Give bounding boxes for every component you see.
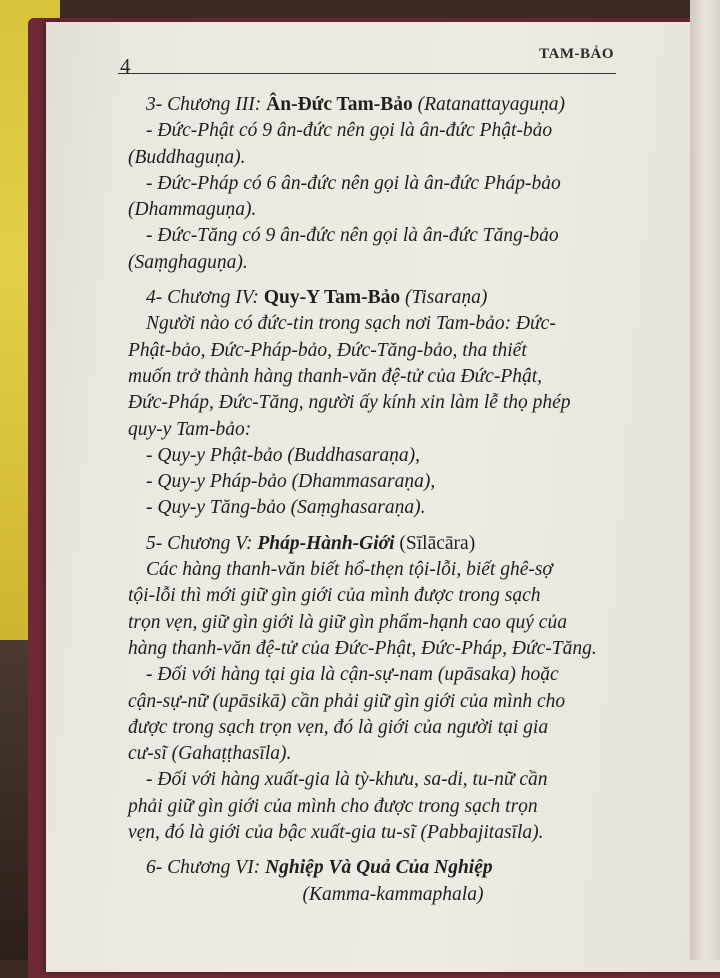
text-line: Phật-bảo, Đức-Pháp-bảo, Đức-Tăng-bảo, tha thiết [128, 339, 527, 361]
page-text [128, 92, 618, 908]
section-heading: 5- Chương V: Pháp-Hành-Giới (Sīlācāra) [146, 532, 476, 554]
text-line: (Buddhaguṇa). [128, 146, 246, 168]
text-line: phải giữ gìn giới của mình cho được trong sạch trọn [128, 795, 538, 817]
section-title: Ân-Đức Tam-Bảo [266, 94, 413, 115]
text-line: - Quy-y Tăng-bảo (Saṃghasaraṇa). [146, 497, 426, 519]
text-line: (Dhammaguṇa). [128, 199, 257, 221]
section-heading: 3- Chương III: Ân-Đức Tam-Bảo (Ratanattayaguṇa) [146, 94, 565, 115]
text-line: - Đối với hàng xuất-gia là tỳ-khưu, sa-di, tu-nữ cần [146, 769, 548, 791]
text-line: tội-lỗi thì mới giữ gìn giới của mình được trong sạch [128, 585, 541, 607]
page-number: 4 [120, 54, 131, 78]
section-heading: 6- Chương VI: Nghiệp Và Quả Của Nghiệp [146, 857, 493, 879]
section-subtitle: (Kamma-kammaphala) [302, 883, 484, 905]
text-line: cận-sự-nữ (upāsikā) cần phải giữ gìn giới của mình cho [128, 690, 566, 712]
text-line: - Quy-y Phật-bảo (Buddhasaraṇa), [146, 444, 421, 466]
text-line: (Saṃghaguṇa). [128, 251, 248, 273]
running-head: TAM-BẢO [539, 46, 614, 62]
text-line: quy-y Tam-bảo: [128, 418, 252, 440]
section-heading: 4- Chương IV: Quy-Y Tam-Bảo (Tisaraṇa) [146, 287, 488, 309]
text-line: cư-sĩ (Gahaṭṭhasīla). [128, 743, 292, 765]
section-title: Quy-Y Tam-Bảo [263, 287, 401, 309]
text-line: Người nào có đức-tin trong sạch nơi Tam-bảo: Đức- [146, 313, 556, 335]
text-line: được trong sạch trọn vẹn, đó là giới của người tại gia [128, 716, 549, 738]
adjacent-page-edge [690, 0, 720, 960]
text-line: vẹn, đó là giới của bậc xuất-gia tu-sĩ (Pabbajitasīla). [128, 822, 544, 844]
text-line: muốn trở thành hàng thanh-văn đệ-tử của Đức-Phật, [128, 365, 543, 387]
section-title: Nghiệp Và Quả Của Nghiệp [265, 857, 493, 879]
text-line: - Đức-Pháp có 6 ân-đức nên gọi là ân-đức Pháp-bảo [146, 172, 561, 194]
header-rule [118, 73, 616, 74]
text-line: Đức-Pháp, Đức-Tăng, người ấy kính xin làm lễ thọ phép [128, 392, 571, 414]
text-line: - Đức-Tăng có 9 ân-đức nên gọi là ân-đức Tăng-bảo [146, 225, 559, 247]
section-title: Pháp-Hành-Giới [257, 532, 395, 554]
text-line: hàng thanh-văn đệ-tử của Đức-Phật, Đức-Pháp, Đức-Tăng. [128, 637, 597, 659]
text-line: Các hàng thanh-văn biết hổ-thẹn tội-lỗi, biết ghê-sợ [146, 559, 553, 581]
text-line: - Đức-Phật có 9 ân-đức nên gọi là ân-đức Phật-bảo [146, 120, 553, 142]
text-line: trọn vẹn, giữ gìn giới là giữ gìn phẩm-hạnh cao quý của [128, 611, 567, 633]
text-line: - Quy-y Pháp-bảo (Dhammasaraṇa), [146, 471, 436, 493]
text-line: - Đối với hàng tại gia là cận-sự-nam (upāsaka) hoặc [146, 664, 559, 686]
